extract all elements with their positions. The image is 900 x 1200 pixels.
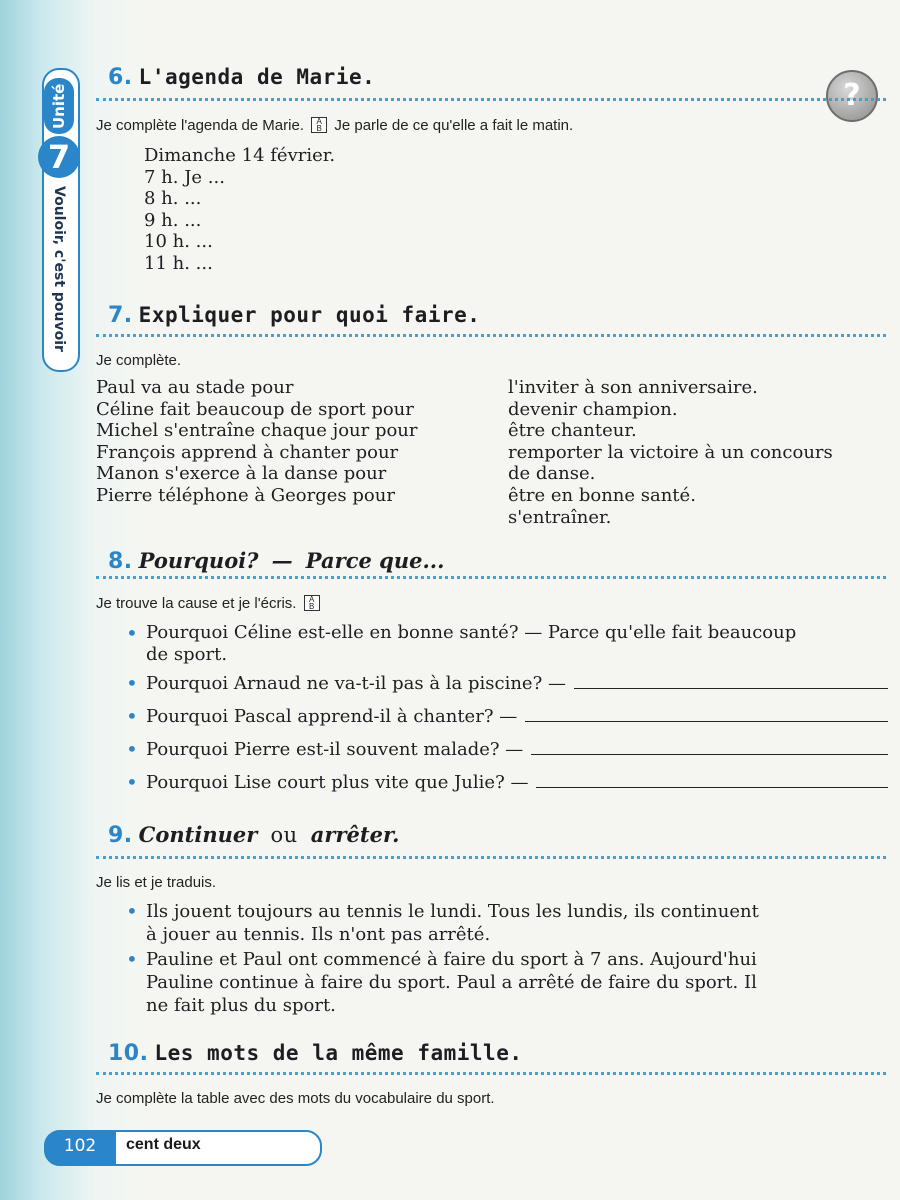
question-text: • Pourquoi Pascal apprend-il à chanter? — [146,706,518,727]
exercise-number: 10. [108,1041,149,1066]
question-item [124,672,888,705]
exercise-10-instruction: Je complète la table avec des mots du vocabulaire du sport. [96,1090,495,1107]
write-icon: A B [304,595,320,611]
unit-number: 7 [38,136,80,178]
unit-label: Unité [44,78,74,134]
dotted-divider [96,98,886,101]
exercise-title-dash: — [271,548,293,573]
instruction-text: Je complète l'agenda de Marie. [96,117,304,134]
question-text: • Pourquoi Pierre est-il souvent malade? — [146,739,524,760]
agenda-line: 11 h. ... [144,252,213,274]
reading-line: Pauline continue à faire du sport. Paul a arrêté de faire du sport. Il [146,972,757,993]
sentence-start: Paul va au stade pour [96,377,294,398]
exercise-number: 8. [108,549,133,574]
reading-item [124,948,888,1017]
reading-list [124,900,888,1017]
sentence-ending: s'entraîner. [508,506,612,528]
exercise-9-heading [108,818,880,852]
exercise-title-conjunction: ou [270,823,298,847]
exercise-title: Expliquer pour quoi faire. [138,303,481,327]
dotted-divider [96,1072,886,1075]
agenda-line: 8 h. ... [144,188,202,210]
agenda-line: 7 h. Je ... [144,166,225,188]
sentence-endings [508,377,833,528]
sentence-ending: devenir champion. [508,398,678,420]
example-question [124,622,888,672]
write-icon: A B [311,117,327,133]
exercise-number: 9. [108,823,133,848]
sentence-ending: être en bonne santé. [508,484,696,506]
sentence-ending: de danse. [508,463,596,485]
exercise-title: Parce que... [305,548,445,573]
exercise-8-instruction [96,594,323,614]
exercise-title: Les mots de la même famille. [154,1041,523,1065]
answer-blank[interactable] [531,738,888,755]
question-mark-icon: ? [826,70,878,122]
page-number-words: cent deux [126,1136,201,1153]
instruction-text: Je trouve la cause et je l'écris. [96,595,297,612]
exercise-title: Pourquoi? [138,548,259,573]
dotted-divider [96,576,886,579]
question-list [124,622,888,804]
dotted-divider [96,856,886,859]
question-text: • Pourquoi Arnaud ne va-t-il pas à la piscine? — [146,673,566,694]
exercise-number: 7. [108,303,133,328]
agenda-line: 9 h. ... [144,209,202,231]
exercise-10-heading [108,1036,880,1070]
sentence-ending: être chanteur. [508,420,637,442]
sentence-starts [96,377,418,507]
sentence-start: François apprend à chanter pour [96,441,399,463]
example-line: • Pourquoi Céline est-elle en bonne santé? — Parce qu'elle fait beaucoup [146,622,797,643]
sentence-ending: remporter la victoire à un concours [508,441,833,463]
question-item [124,705,888,738]
reading-line: à jouer au tennis. Ils n'ont pas arrêté. [146,924,491,945]
reading-item [124,900,888,946]
agenda-line: Dimanche 14 février. [144,145,336,166]
exercise-6-heading [108,60,880,94]
exercise-9-instruction: Je lis et je traduis. [96,874,217,891]
reading-line: • Ils jouent toujours au tennis le lundi. Tous les lundis, ils continuent [146,901,759,922]
instruction-text: Je parle de ce qu'elle a fait le matin. [334,117,574,134]
exercise-title: arrêter. [310,822,400,847]
answer-blank[interactable] [574,672,888,689]
example-line: de sport. [146,644,228,665]
answer-blank[interactable] [525,705,888,722]
exercise-number: 6. [108,65,133,90]
agenda-line: 10 h. ... [144,231,213,253]
unit-title: Vouloir, c'est pouvoir [51,186,67,352]
dotted-divider [96,334,886,337]
question-item [124,738,888,771]
question-item [124,771,888,804]
answer-blank[interactable] [536,771,888,788]
agenda-list [144,145,335,275]
exercise-title: L'agenda de Marie. [138,65,376,89]
sentence-start: Michel s'entraîne chaque jour pour [96,420,418,442]
reading-line: • Pauline et Paul ont commencé à faire du sport à 7 ans. Aujourd'hui [146,949,757,970]
exercise-7-heading [108,298,880,332]
exercise-8-heading [108,544,880,578]
reading-line: ne fait plus du sport. [146,995,336,1016]
exercise-7-instruction: Je complète. [96,352,182,369]
sentence-start: Céline fait beaucoup de sport pour [96,398,414,420]
sentence-ending: l'inviter à son anniversaire. [508,377,758,398]
exercise-6-instruction [96,116,573,136]
question-text: • Pourquoi Lise court plus vite que Julie? — [146,772,529,793]
sentence-start: Manon s'exerce à la danse pour [96,463,387,485]
sentence-start: Pierre téléphone à Georges pour [96,484,395,506]
page-number: 102 [44,1130,116,1166]
exercise-title: Continuer [138,822,258,847]
